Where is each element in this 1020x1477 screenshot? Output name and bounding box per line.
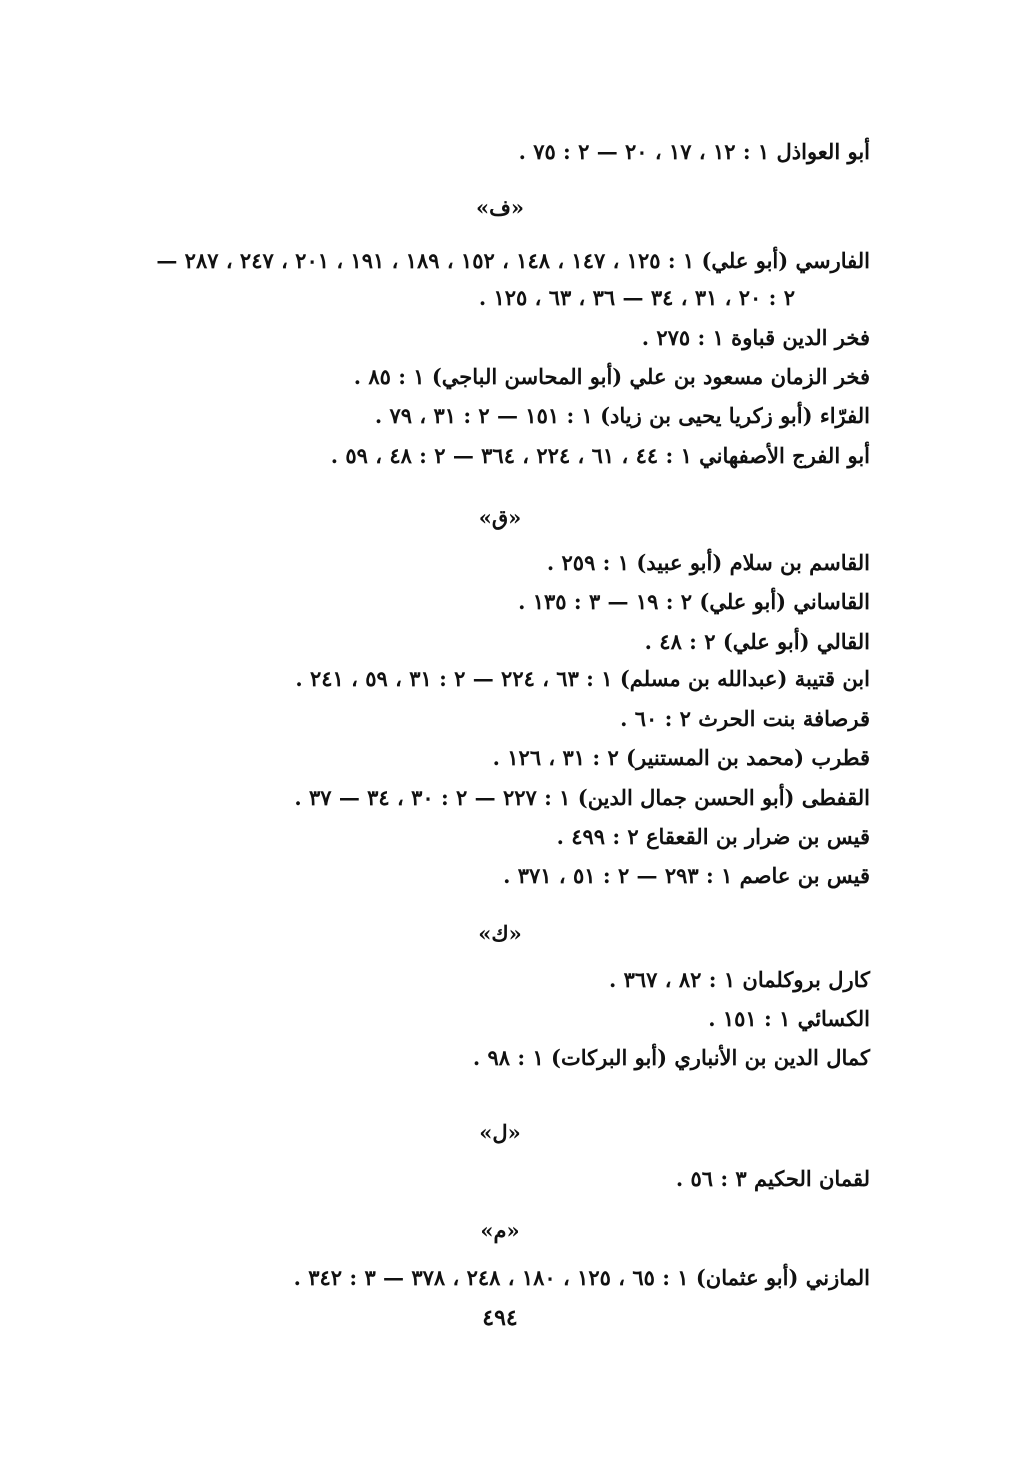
index-entry: القفطى (أبو الحسن جمال الدين) ١ : ٢٢٧ — ٢ : ٣٠ ، ٣٤ — ٣٧ . [294, 785, 870, 810]
index-entry: كمال الدين بن الأنباري (أبو البركات) ١ : ٩٨ . [472, 1045, 870, 1070]
index-entry: أبو العواذل ١ : ١٢ ، ١٧ ، ٢٠ — ٢ : ٧٥ . [518, 139, 870, 164]
section-letter-heading: «ل» [479, 1120, 521, 1145]
index-entry: قطرب (محمد بن المستنير) ٢ : ٣١ ، ١٢٦ . [492, 745, 870, 770]
section-letter-heading: «ق» [478, 505, 522, 530]
index-entry: كارل بروكلمان ١ : ٨٢ ، ٣٦٧ . [609, 967, 870, 992]
index-entry: فخر الزمان مسعود بن علي (أبو المحاسن الباجي) ١ : ٨٥ . [353, 364, 870, 389]
index-entry: القاساني (أبو علي) ٢ : ١٩ — ٣ : ١٣٥ . [518, 589, 870, 614]
page-number: ٤٩٤ [482, 1305, 518, 1331]
index-entry: المازني (أبو عثمان) ١ : ٦٥ ، ١٢٥ ، ١٨٠ ، ٢٤٨ ، ٣٧٨ — ٣ : ٣٤٢ . [293, 1265, 870, 1290]
index-entry: قرصافة بنت الحرث ٢ : ٦٠ . [620, 706, 870, 731]
index-entry: ابن قتيبة (عبدالله بن مسلم) ١ : ٦٣ ، ٢٢٤ — ٢ : ٣١ ، ٥٩ ، ٢٤١ . [295, 666, 870, 691]
index-entry: الفرّاء (أبو زكريا يحيى بن زياد) ١ : ١٥١ — ٢ : ٣١ ، ٧٩ . [374, 403, 870, 428]
section-letter-heading: «م» [480, 1218, 520, 1243]
index-entry: أبو الفرج الأصفهاني ١ : ٤٤ ، ٦١ ، ٢٢٤ ، ٣٦٤ — ٢ : ٤٨ ، ٥٩ . [330, 443, 870, 468]
index-entry: قيس بن ضرار بن القعقاع ٢ : ٤٩٩ . [556, 824, 870, 849]
index-entry: الكسائي ١ : ١٥١ . [708, 1006, 870, 1031]
section-letter-heading: «ف» [475, 195, 525, 220]
index-entry: قيس بن عاصم ١ : ٢٩٣ — ٢ : ٥١ ، ٣٧١ . [503, 863, 870, 888]
index-entry: القاسم بن سلام (أبو عبيد) ١ : ٢٥٩ . [546, 550, 870, 575]
index-entry: الفارسي (أبو علي) ١ : ١٢٥ ، ١٤٧ ، ١٤٨ ، ١٥٢ ، ١٨٩ ، ١٩١ ، ٢٠١ ، ٢٤٧ ، ٢٨٧ — [156, 248, 870, 273]
index-entry: القالي (أبو علي) ٢ : ٤٨ . [644, 629, 870, 654]
index-entry: فخر الدين قباوة ١ : ٢٧٥ . [641, 325, 870, 350]
section-letter-heading: «ك» [478, 921, 522, 946]
index-entry: لقمان الحكيم ٣ : ٥٦ . [675, 1166, 870, 1191]
index-entry-continuation: ٢ : ٢٠ ، ٣١ ، ٣٤ — ٣٦ ، ٦٣ ، ١٢٥ . [478, 285, 795, 310]
